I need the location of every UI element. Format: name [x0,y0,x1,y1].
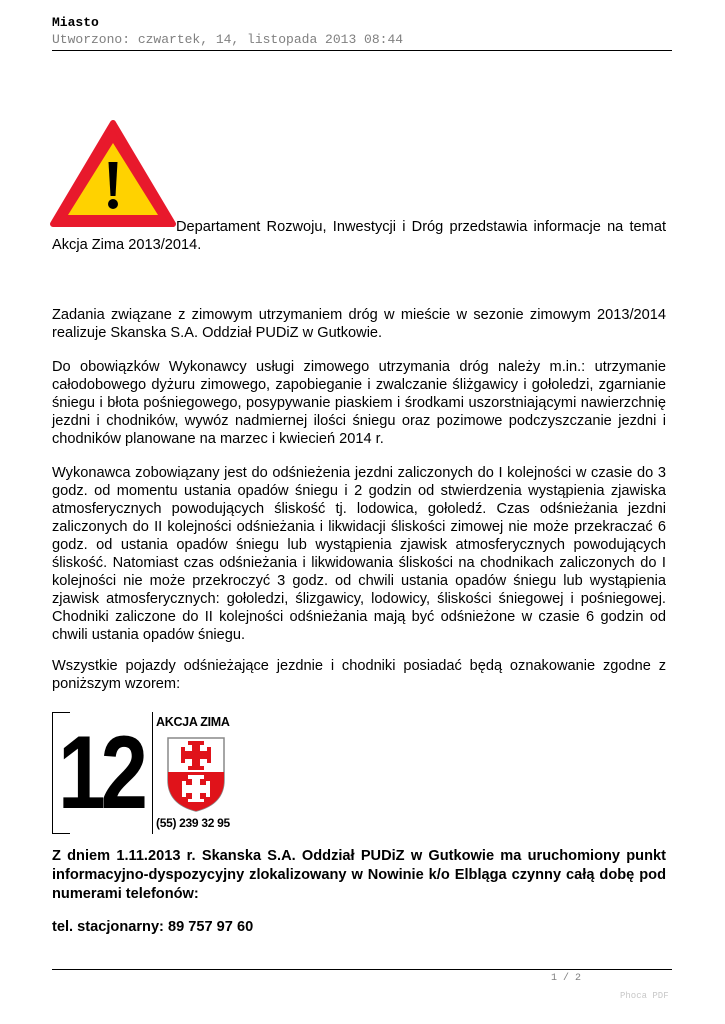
page-number: 1 / 2 [551,973,582,984]
warning-triangle-icon [50,120,176,228]
paragraph-vehicles: Wszystkie pojazdy odśnieżające jezdnie i chodniki posiadać będą oznakowanie zgodne z poniższym wzorem: [52,658,666,692]
bottom-divider [52,969,672,970]
badge-frame-top [52,712,70,713]
badge-divider [152,712,153,834]
header-title: Miasto [52,15,99,30]
paragraph-tasks: Zadania związane z zimowym utrzymaniem dróg w mieście w sezonie zimowym 2013/2014 realizuje Skanska S.A. Oddział PUDiZ w Gutkowie. [52,307,666,341]
phone-number: tel. stacjonarny: 89 757 97 60 [52,919,254,935]
paragraph-deadlines: Wykonawca zobowiązany jest do odśnieżenia jezdni zaliczonych do I kolejności w czasie do 3 godz. od momentu ustania opadów śniegu i 2 godzin od stwierdzenia wystąpienia zjawiska atmosferycznych powodujących śliskość tj. lodowica, gołoledź. Czas odśnieżania jezdni zaliczonych do II kolejności odśnieżania i likwidacji śliskości zimowej nie może przekraczać 6 godz. od ustania opadów śniegu lub wystąpienia zjawisk atmosferycznych powodujących śliskość. Natomiast czas odśnieżania i likwidowania śliskości na chodnikach zaliczonych do I kolejności nie może przekroczyć 3 godz. od chwili ustania opadów śniegu lub wystąpienia zjawisk atmosferycznych: gołoledzi, ślizgawicy, lodowicy, śliskości śniegowej i pośniegowej. Chodniki zaliczone do II kolejności odśnieżania mają być odśnieżone w czasie 6 godzin od chwili ustania opadów śniegu. [52,465,666,643]
intro-text: Departament Rozwoju, Inwestycji i Dróg przedstawia informacje na temat Akcja Zima 2013/2014. [52,219,666,253]
badge-phone: (55) 239 32 95 [156,816,230,830]
generator-link[interactable]: Phoca PDF [620,991,669,1001]
badge-frame-left [52,712,53,834]
badge-title: AKCJA ZIMA [156,715,230,729]
badge-frame-bottom [52,833,70,834]
badge-number: 12 [58,715,144,831]
elblag-coat-of-arms-icon [164,734,228,814]
notice-text: Z dniem 1.11.2013 r. Skanska S.A. Oddział PUDiZ w Gutkowie ma uruchomiony punkt informacyjno-dyspozycyjny zlokalizowany w Nowinie k/o Elbląga czynny całą dobę pod numerami telefonów: [52,848,666,902]
paragraph-duties: Do obowiązków Wykonawcy usługi zimowego utrzymania dróg należy m.in.: utrzymanie całodobowego dyżuru zimowego, zapobieganie i zwalczanie śliżgawicy i gołoledzi, zgarnianie śniegu i błota pośniegowego, posypywanie piaskiem i środkami uszorstniającymi nawierzchnię jezdni i chodników, wywóz nadmiernej ilości śniegu oraz pozimowe podczyszczanie jezdni i chodników planowane na marzec i kwiecień 2014 r. [52,359,666,447]
created-date: Utworzono: czwartek, 14, listopada 2013 08:44 [52,32,404,47]
top-divider [52,50,672,51]
vehicle-badge [52,712,232,834]
